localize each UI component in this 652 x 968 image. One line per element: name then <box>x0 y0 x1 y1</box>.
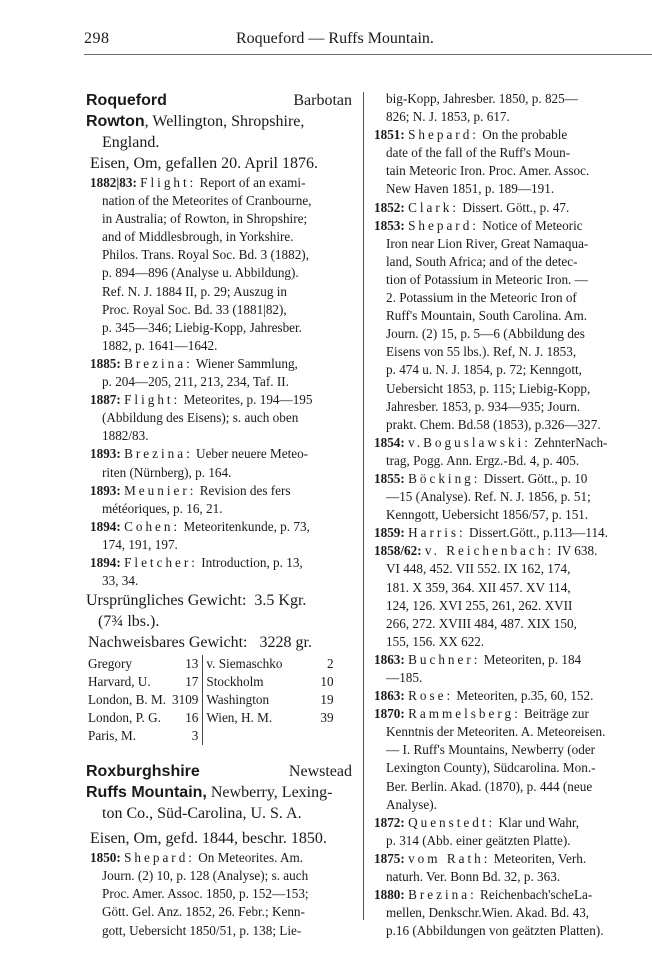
reference-line <box>374 651 640 669</box>
collection-row <box>86 709 338 727</box>
reference-year: 1882|83: <box>90 175 137 190</box>
reference-author: v. Reichenbach: <box>424 543 555 559</box>
entry-rowton-heading <box>86 111 352 132</box>
collection-name: v. Siemaschko <box>203 655 319 673</box>
collection-name <box>203 727 319 745</box>
reference-text: Beiträge zur <box>524 706 589 722</box>
reference-year: 1872: <box>374 814 405 830</box>
collection-row <box>86 673 338 691</box>
reference-line-cont: 155, 156. XX 622. <box>386 633 485 649</box>
original-weight-note: (7¾ lbs.). <box>98 613 160 631</box>
reference-line-cont: p. 314 (Abb. einer geätzten Platte). <box>386 832 571 848</box>
reference-line-cont: tion of Potassium in Meteoric Iron. — <box>386 271 588 287</box>
reference-text: Revision des fers <box>199 482 291 498</box>
collection-grams: 16 <box>185 710 199 726</box>
reference-author: Böcking: <box>408 470 481 486</box>
original-weight-label: Ursprüngliches Gewicht: <box>86 592 247 610</box>
reference-line <box>86 445 352 463</box>
collection-name: Stockholm <box>203 673 319 691</box>
reference-line-cont: tain Meteoric Iron. Proc. Amer. Assoc. <box>386 163 590 179</box>
reference-author: vom Rath: <box>408 850 491 866</box>
classification: Eisen, Om, gefallen 20. April 1876. <box>90 155 318 172</box>
reference-text: Ueber neuere Meteo- <box>196 446 309 462</box>
reference-line-cont: gott, Uebersicht 1850/51, p. 138; Lie- <box>102 922 302 938</box>
page-header <box>84 30 652 52</box>
reference-line <box>86 849 352 867</box>
reference-line-cont: Proc. Royal Soc. Bd. 33 (1881|82), <box>102 301 287 317</box>
entry-location-cont: England. <box>102 134 160 151</box>
reference-line-cont: prakt. Chem. Bd.58 (1853), p.326—327. <box>386 416 601 432</box>
reference-author: Clark: <box>408 199 460 215</box>
reference-year: 1893: <box>90 482 121 498</box>
reference-line-cont: p. 204—205, 211, 213, 234, Taf. II. <box>102 374 289 390</box>
reference-year: 1863: <box>374 651 405 667</box>
reference-line-cont: 124, 126. XVI 255, 261, 262. XVII <box>386 597 573 613</box>
reference-line-cont: Lexington County), Südcarolina. Mon.- <box>386 760 596 776</box>
reference-line-cont: in Australia; of Rowton, in Shropshire; <box>102 211 308 227</box>
reference-year: 1859: <box>374 525 405 541</box>
left-column <box>86 90 352 940</box>
reference-text: Notice of Meteoric <box>482 217 583 233</box>
reference-line <box>374 434 640 452</box>
reference-year: 1885: <box>90 355 121 371</box>
reference-line-cont: riten (Nürnberg), p. 164. <box>102 464 232 480</box>
reference-line-cont: Kenngott, Uebersicht 1856/57, p. 151. <box>386 507 589 523</box>
reference-line-cont: land, South Africa; and of the detec- <box>386 253 578 269</box>
reference-line <box>374 126 640 144</box>
reference-year: 1894: <box>90 554 121 570</box>
collection-name: Wien, H. M. <box>203 709 319 727</box>
reference-line-cont: 826; N. J. 1853, p. 617. <box>386 109 510 125</box>
reference-year: 1850: <box>90 850 121 866</box>
reference-line-cont: 2. Potassium in the Meteoric Iron of <box>386 290 577 306</box>
entry-ruffs-mountain-heading <box>86 782 352 803</box>
reference-year: 1870: <box>374 706 405 722</box>
reference-line-cont: nation of the Meteorites of Cranbourne, <box>102 193 312 209</box>
reference-author: Rammelsberg: <box>408 706 521 722</box>
reference-author: v.Boguslawski: <box>408 434 531 450</box>
reference-line-cont: naturh. Ver. Bonn Bd. 32, p. 363. <box>386 869 561 885</box>
reference-line <box>374 524 640 542</box>
reference-line <box>86 355 352 373</box>
known-weight <box>86 632 352 653</box>
reference-text: Meteorites, p. 194—195 <box>183 392 313 408</box>
collection-grams: 19 <box>320 692 334 708</box>
reference-year: 1880: <box>374 887 405 903</box>
reference-author: Buchner: <box>408 651 481 667</box>
original-weight-value: 3.5 Kgr. <box>254 592 307 610</box>
reference-line-cont: Proc. Amer. Assoc. 1850, p. 152—153; <box>102 886 309 902</box>
reference-text: Dissert. Gött., p. 10 <box>483 470 588 486</box>
reference-line-cont: Gött. Gel. Anz. 1852, 26. Febr.; Kenn- <box>102 904 305 920</box>
reference-line-cont: Iron near Lion River, Great Namaqua- <box>386 235 589 251</box>
column-divider <box>363 92 364 920</box>
page-number: 298 <box>84 30 110 47</box>
reference-line-cont: météoriques, p. 16, 21. <box>102 500 223 516</box>
collection-grams: 13 <box>185 656 199 672</box>
running-title: Roqueford — Ruffs Mountain. <box>236 30 434 47</box>
reference-author: Rose: <box>408 688 454 704</box>
header-rule <box>84 54 652 55</box>
reference-text: Meteoriten, Verh. <box>493 850 587 866</box>
reference-line-cont: Kenntnis der Meteoriten. A. Meteoreisen. <box>386 724 606 740</box>
reference-line-cont: trag, Pogg. Ann. Ergz.-Bd. 4, p. 405. <box>386 452 580 468</box>
reference-year: 1893: <box>90 446 121 462</box>
reference-author: Shepard: <box>408 127 479 143</box>
reference-line-cont: date of the fall of the Ruff's Moun- <box>386 145 571 161</box>
original-weight <box>86 590 352 611</box>
reference-line <box>374 705 640 723</box>
reference-year: 1894: <box>90 518 121 534</box>
continued-reference <box>374 90 640 126</box>
collection-name: London, P. G. <box>88 710 161 726</box>
reference-line-cont: p.16 (Abbildungen von geätzten Platten). <box>386 923 604 939</box>
reference-line-cont: —15 (Analyse). Ref. N. J. 1856, p. 51; <box>386 489 591 505</box>
reference-line <box>374 814 640 832</box>
reference-year: 1887: <box>90 392 121 408</box>
references-rowton <box>86 174 352 590</box>
reference-line-cont: New Haven 1851, p. 189—191. <box>386 181 555 197</box>
cross-reference: Newstead <box>288 763 352 781</box>
reference-author: Meunier: <box>124 482 197 498</box>
collection-grams <box>318 727 337 745</box>
reference-line-cont: Ruff's Mountain, South Carolina. Am. <box>386 308 588 324</box>
reference-text: Meteoriten, p. 184 <box>483 651 582 667</box>
reference-line-cont: 1882/83. <box>102 428 149 444</box>
reference-line-cont: Journ. (2) 10, p. 128 (Analyse); s. auch <box>102 868 309 884</box>
collection-name: Paris, M. <box>88 728 136 744</box>
entry-location: , Wellington, Shropshire, <box>144 113 305 130</box>
reference-line <box>374 886 640 904</box>
collection-row <box>86 727 338 745</box>
reference-year: 1853: <box>374 217 405 233</box>
reference-author: Brezina: <box>124 355 193 371</box>
reference-author: Shepard: <box>124 850 195 866</box>
cross-reference: Barbotan <box>293 92 352 109</box>
reference-year: 1854: <box>374 434 405 450</box>
reference-text: Dissert. Gött., p. 47. <box>462 199 570 215</box>
reference-text: Wiener Sammlung, <box>195 355 298 371</box>
reference-line-cont: Ref. N. J. 1884 II, p. 29; Auszug in <box>102 283 287 299</box>
collection-name: Gregory <box>88 656 132 672</box>
reference-year: 1858/62: <box>374 543 422 559</box>
reference-line <box>86 391 352 409</box>
reference-line <box>374 217 640 235</box>
reference-text: Klar und Wahr, <box>498 814 580 830</box>
reference-line-cont: and of Middlesbrough, in Yorkshire. <box>102 229 294 245</box>
collection-name: Washington <box>203 691 319 709</box>
reference-year: 1875: <box>374 850 405 866</box>
reference-line <box>374 199 640 217</box>
reference-line <box>86 518 352 536</box>
reference-line <box>374 470 640 488</box>
reference-year: 1852: <box>374 199 405 215</box>
reference-line-cont: big-Kopp, Jahresber. 1850, p. 825— <box>386 91 578 106</box>
reference-line-cont: 174, 191, 197. <box>102 536 178 552</box>
reference-line <box>374 850 640 868</box>
reference-author: Shepard: <box>408 217 479 233</box>
reference-line-cont: Uebersicht 1853, p. 115; Liebig-Kopp, <box>386 380 591 396</box>
classification: Eisen, Om, gefd. 1844, beschr. 1850. <box>90 830 327 848</box>
known-weight-label: Nachweisbares Gewicht: <box>88 634 248 652</box>
reference-author: Flight: <box>124 392 181 408</box>
reference-line-cont: —185. <box>386 670 423 685</box>
reference-text: Meteoriten, p.35, 60, 152. <box>456 688 594 704</box>
reference-line-cont: 181. X 359, 364. XII 457. XV 114, <box>386 579 571 595</box>
reference-line-cont: mellen, Denkschr.Wien. Akad. Bd. 43, <box>386 905 590 921</box>
collection-grams: 3109 <box>172 692 199 708</box>
references-ruffs-mountain <box>86 849 352 939</box>
reference-line-cont: Ber. Berlin. Akad. (1870), p. 444 (neue <box>386 778 593 794</box>
reference-year: 1851: <box>374 127 405 143</box>
reference-text: On the probable <box>482 127 568 143</box>
reference-line <box>374 542 640 560</box>
reference-text: Meteoritenkunde, p. 73, <box>183 518 310 534</box>
reference-line-cont: Jahresber. 1853, p. 934—935; Journ. <box>386 398 581 414</box>
reference-text: Introduction, p. 13, <box>201 554 303 570</box>
reference-line <box>86 554 352 572</box>
entry-name: Roxburghshire <box>86 763 200 781</box>
reference-line-cont: Analyse). <box>386 796 437 812</box>
entry-location-cont: ton Co., Süd-Carolina, U. S. A. <box>102 805 302 823</box>
collection-row <box>86 655 338 673</box>
collection-name: London, B. M. <box>88 692 167 708</box>
collection-grams: 2 <box>326 656 334 672</box>
reference-year: 1855: <box>374 470 405 486</box>
references-ruffs-mountain-cont <box>374 126 640 940</box>
entry-roqueford <box>86 90 352 111</box>
reference-author: Brezina: <box>408 887 477 903</box>
collection-grams: 17 <box>185 674 199 690</box>
reference-author: Fletcher: <box>124 554 198 570</box>
right-column <box>374 90 640 940</box>
reference-line-cont: p. 345—346; Liebig-Kopp, Jahresber. <box>102 319 302 335</box>
reference-text: Report of an exami- <box>199 175 306 190</box>
reference-line <box>374 687 640 705</box>
known-weight-value: 3228 gr. <box>259 634 312 652</box>
collections-table <box>86 655 338 745</box>
reference-text: On Meteorites. Am. <box>198 850 304 866</box>
reference-line <box>86 174 352 192</box>
reference-author: Quenstedt: <box>408 814 496 830</box>
reference-line-cont: 266, 272. XVIII 484, 487. XIX 150, <box>386 615 577 631</box>
reference-line-cont: Philos. Trans. Royal Soc. Bd. 3 (1882), <box>102 247 309 263</box>
reference-author: Cohen: <box>124 518 181 534</box>
reference-author: Harris: <box>408 525 466 541</box>
reference-line-cont: 33, 34. <box>102 573 139 589</box>
reference-line-cont: VI 448, 452. VII 552. IX 162, 174, <box>386 561 571 577</box>
collection-row <box>86 691 338 709</box>
reference-line-cont: — I. Ruff's Mountains, Newberry (oder <box>386 742 596 758</box>
reference-line-cont: p. 474 u. N. J. 1854, p. 72; Kenngott, <box>386 362 582 378</box>
reference-line-cont: Eisens von 55 lbs.). Ref, N. J. 1853, <box>386 344 577 360</box>
reference-line-cont: p. 894—896 (Analyse u. Abbildung). <box>102 265 299 281</box>
entry-roxburghshire <box>86 761 352 782</box>
reference-line-cont: Journ. (2) 15, p. 5—6 (Abbildung des <box>386 326 585 342</box>
reference-line-cont: (Abbildung des Eisens); s. auch oben <box>102 410 299 426</box>
entry-name: Rowton <box>86 113 145 130</box>
reference-text: ZehnterNach- <box>534 434 608 450</box>
collection-grams: 39 <box>320 710 334 726</box>
entry-name: Ruffs Mountain, <box>86 784 207 802</box>
reference-text: IV 638. <box>557 543 598 559</box>
entry-name: Roqueford <box>86 92 167 109</box>
reference-text: Reichenbach'scheLa- <box>480 887 593 903</box>
collection-grams: 3 <box>191 728 199 744</box>
collection-grams: 10 <box>320 674 334 690</box>
reference-line <box>86 482 352 500</box>
collection-name: Harvard, U. <box>88 674 151 690</box>
reference-year: 1863: <box>374 688 405 704</box>
entry-location: Newberry, Lexing- <box>206 784 333 802</box>
reference-text: Dissert.Gött., p.113—114. <box>469 525 608 541</box>
reference-line-cont: 1882, p. 1641—1642. <box>102 337 218 353</box>
reference-author: Flight: <box>140 175 197 190</box>
reference-author: Brezina: <box>124 446 193 462</box>
